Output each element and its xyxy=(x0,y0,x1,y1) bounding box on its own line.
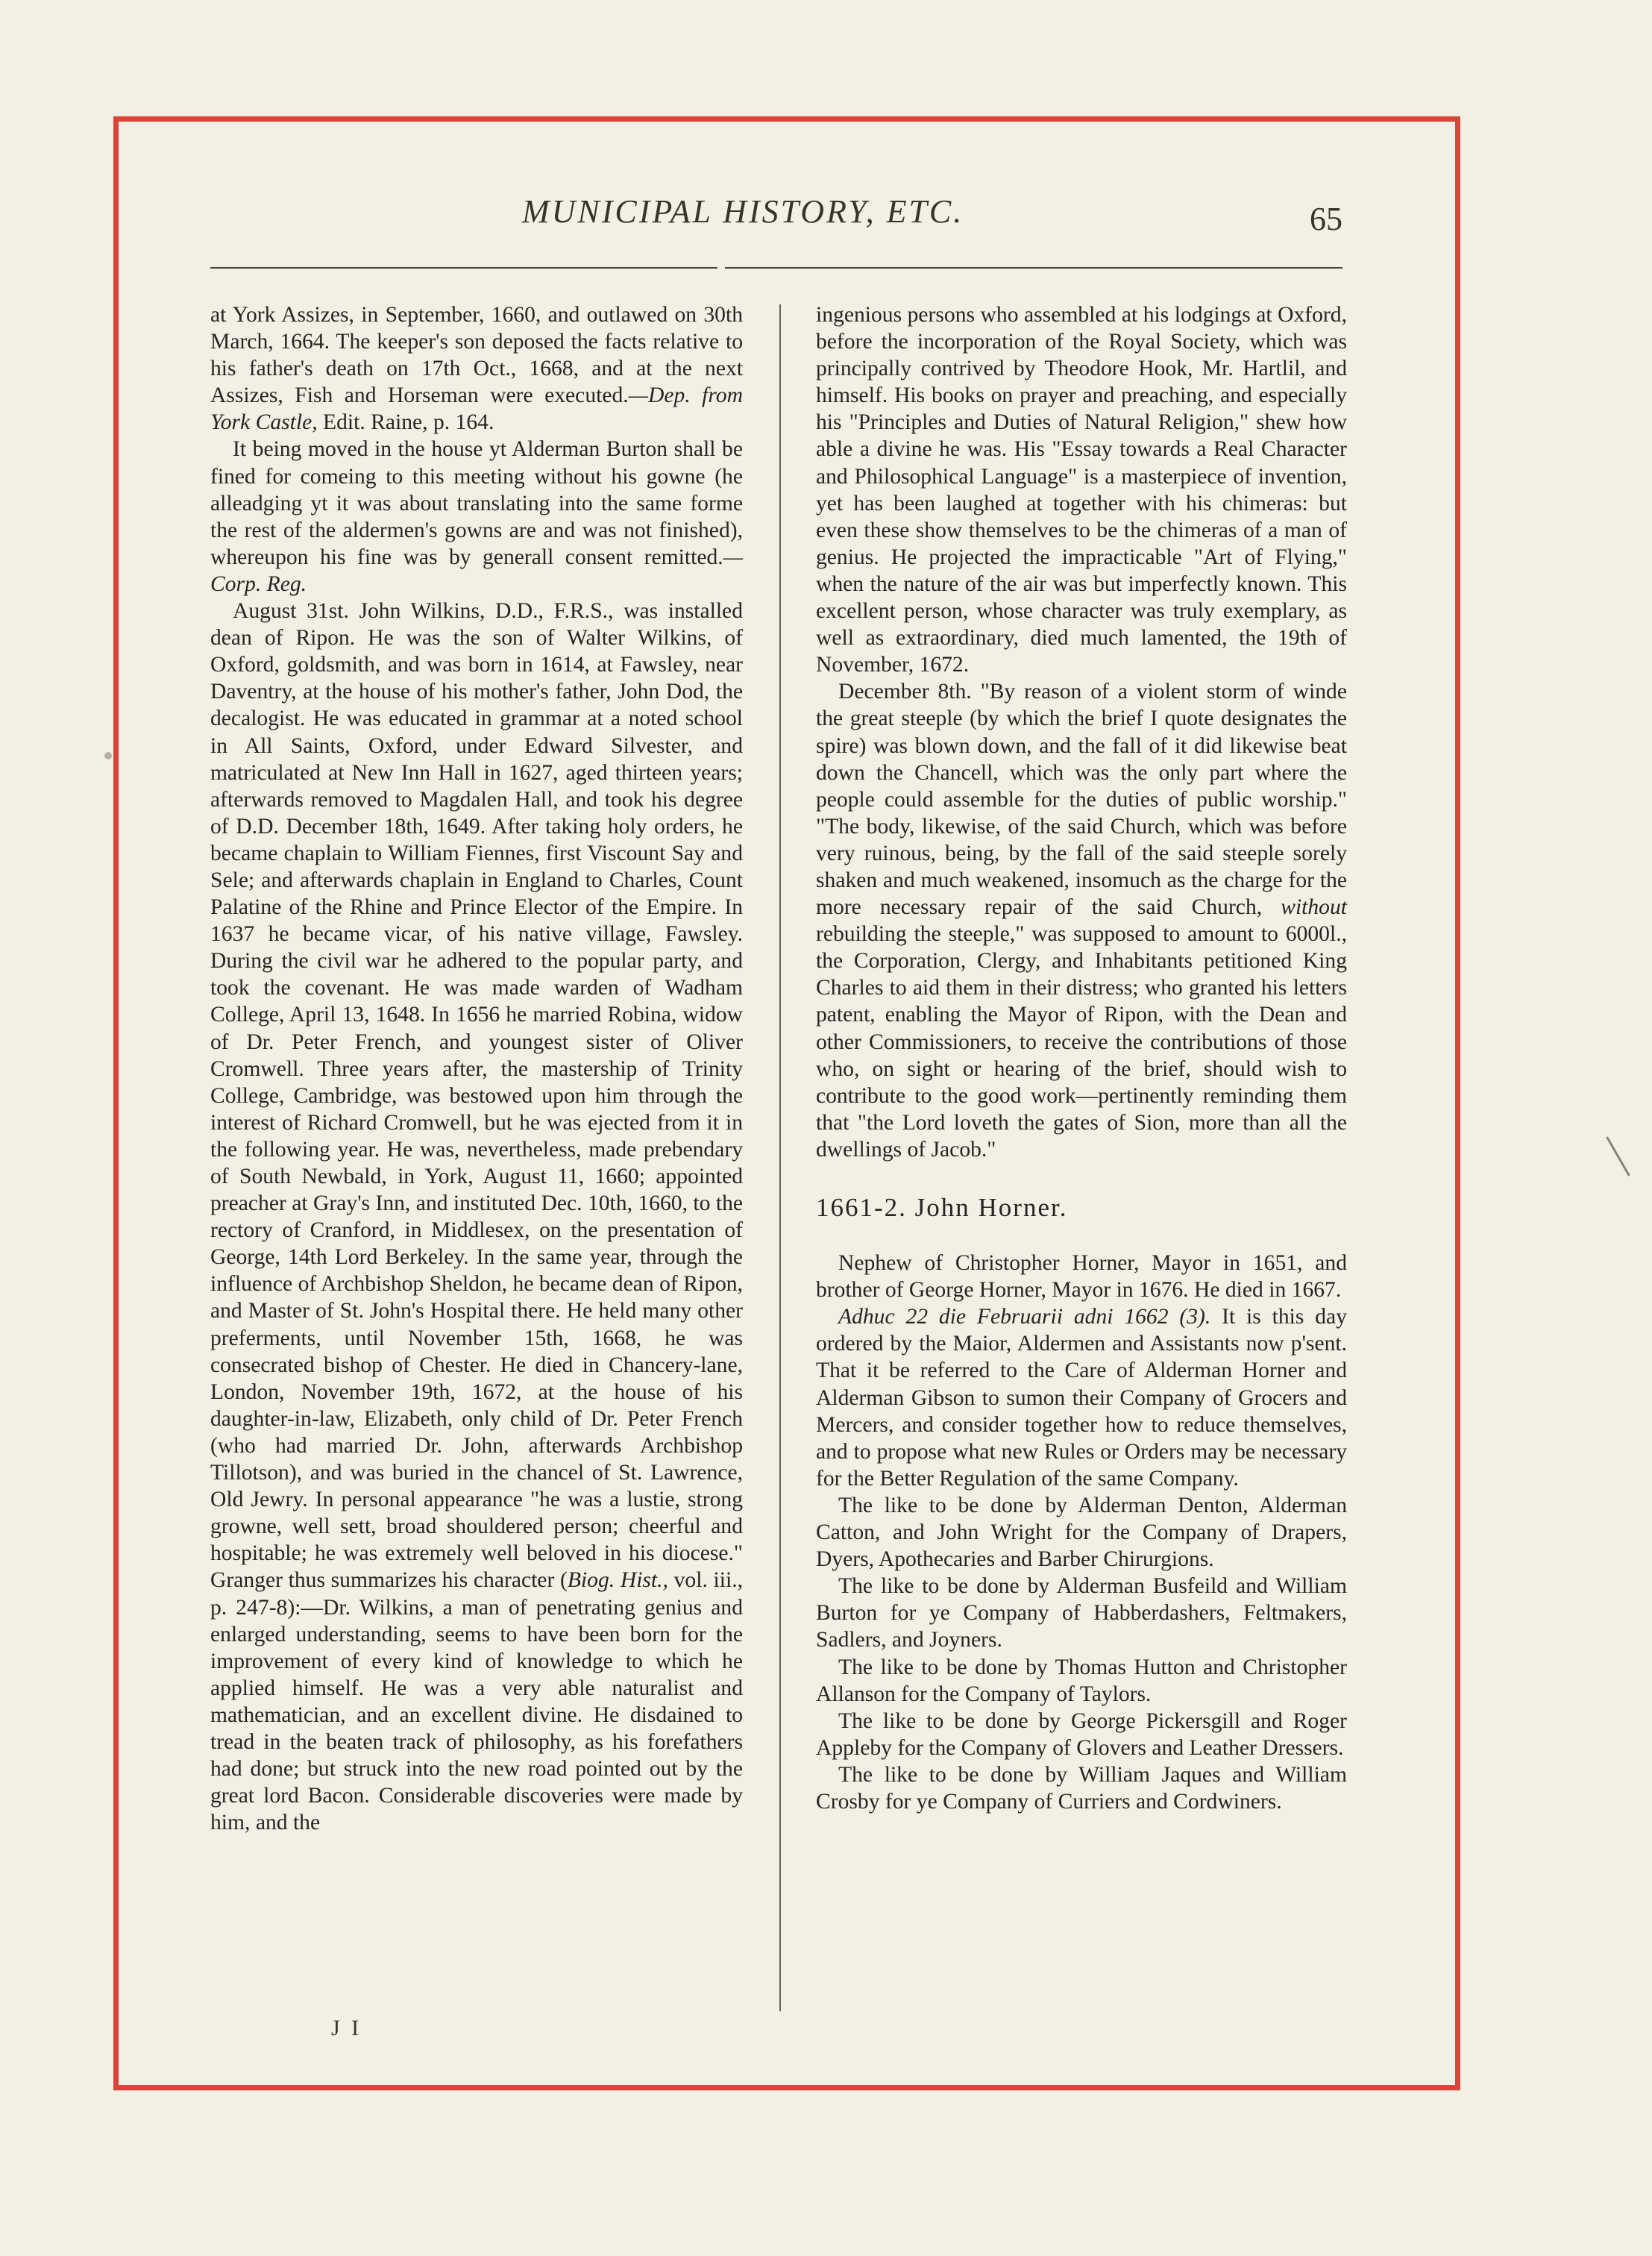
running-head-title: MUNICIPAL HISTORY, ETC. xyxy=(522,193,964,230)
paragraph: The like to be done by Alderman Busfeild and William Burton for ye Company of Habberdashers, Feltmakers, Sadlers, and Joyners. xyxy=(816,1574,1347,1652)
paragraph: Nephew of Christopher Horner, Mayor in 1651, and brother of George Horner, Mayor in 1676. He died in 1667. xyxy=(816,1251,1347,1303)
paper-spot xyxy=(104,752,112,759)
paragraph: The like to be done by William Jaques and William Crosby for ye Company of Curriers and Cordwiners. xyxy=(816,1762,1347,1814)
paragraph: December 8th. "By reason of a violent storm of winde the great steeple (by which the brief I quote designates the spire) was blown down, and the fall of it did likewise beat down the Chancell, which was the only part where the people could assemble for the duties of public worship." "The body, likewise, of the said Church, which was before very ruinous, being, by the fall of the said steeple sorely shaken and much weakened, insomuch as the charge for the more necessary repair of the said Church, without rebuilding the steeple," was supposed to amount to 6000l., the Corporation, Clergy, and Inhabitants petitioned King Charles to aid them in their distress; who granted his letters patent, enabling the Mayor of Ripon, with the Dean and other Commissioners, to receive the contributions of those who, on sight or hearing of the brief, should wish to contribute to the good work—pertinently reminding them that "the Lord loveth the gates of Sion, more than all the dwellings of Jacob." xyxy=(816,680,1347,1162)
entry-heading: 1661-2. John Horner. xyxy=(816,1193,1068,1222)
paragraph: It being moved in the house yt Alderman Burton shall be fined for comeing to this meeting without his gowne (he alleadging yt it was about translating into the same forme the rest of the aldermen's gowns are and was not finished), whereupon his fine was by generall consent remitted.—Corp. Reg. xyxy=(210,437,743,596)
right-column xyxy=(816,301,1347,1815)
paragraph: The like to be done by Alderman Denton, Alderman Catton, and John Wright for the Company of Drapers, Dyers, Apothecaries and Barber Chirurgions. xyxy=(816,1493,1347,1572)
paragraph: August 31st. John Wilkins, D.D., F.R.S., was installed dean of Ripon. He was the son of Walter Wilkins, of Oxford, goldsmith, and was born in 1614, at Fawsley, near Daventry, at the house of his mother's father, John Dod, the decalogist. He was educated in grammar at a noted school in All Saints, Oxford, under Edward Silvester, and matriculated at New Inn Hall in 1627, aged thirteen years; afterwards removed to Magdalen Hall, and took his degree of D.D. December 18th, 1649. After taking holy orders, he became chaplain to William Fiennes, first Viscount Say and Sele; and afterwards chaplain in England to Charles, Count Palatine of the Rhine and Prince Elector of the Empire. In 1637 he became vicar, of his native village, Fawsley. During the civil war he adhered to the popular party, and took the covenant. He was made warden of Wadham College, April 13, 1648. In 1656 he married Robina, widow of Dr. Peter French, and youngest sister of Oliver Cromwell. Three years after, the mastership of Trinity College, Cambridge, was bestowed upon him through the interest of Richard Cromwell, but he was ejected from it in the following year. He was, nevertheless, made prebendary of South Newbald, in York, August 11, 1660; appointed preacher at Gray's Inn, and instituted Dec. 10th, 1660, to the rectory of Cranford, in Middlesex, on the presentation of George, 14th Lord Berkeley. In the same year, through the influence of Archbishop Sheldon, he became dean of Ripon, and Master of St. John's Hospital there. He held many other preferments, until November 15th, 1668, he was consecrated bishop of Chester. He died in Chancery-lane, London, November 19th, 1672, at the house of his daughter-in-law, Elizabeth, only child of Dr. Peter French (who had married Dr. John, afterwards Archbishop Tillotson), and was buried in the chancel of St. Lawrence, Old Jewry. In personal appearance "he was a lustie, strong growne, well sett, broad shouldered person; cheerful and hospitable; he was extremely well beloved in his diocese." Granger thus summarizes his character (Biog. Hist., vol. iii., p. 247-8):—Dr. Wilkins, a man of penetrating genius and enlarged understanding, seems to have been born for the improvement of every kind of knowledge to which he applied himself. He was a very able naturalist and mathematician, and an excellent divine. He disdained to tread in the beaten track of philosophy, as his forefathers had done; but struck into the new road pointed out by the great lord Bacon. Considerable discoveries were made by him, and the xyxy=(210,599,743,1835)
header-rule-left xyxy=(210,267,717,269)
paragraph: ingenious persons who assembled at his lodgings at Oxford, before the incorporation of the Royal Society, which was principally contrived by Theodore Hook, Mr. Hartlil, and himself. His books on prayer and preaching, and especially his "Principles and Duties of Natural Religion," shew how able a divine he was. His "Essay towards a Real Character and Philosophical Language" is a masterpiece of invention, yet has been laughed at together with his chimeras: but even these show themselves to be the chimeras of a man of genius. He projected the impracticable "Art of Flying," when the nature of the air was but imperfectly known. This excellent person, whose character was truly exemplary, as well as extraordinary, died much lamented, the 19th of November, 1672. xyxy=(816,303,1347,677)
paragraph: The like to be done by Thomas Hutton and Christopher Allanson for the Company of Taylors. xyxy=(816,1655,1347,1706)
column-divider xyxy=(779,304,781,2011)
header-rule-right xyxy=(725,267,1342,269)
left-column xyxy=(210,301,743,1836)
page-number: 65 xyxy=(1310,201,1342,237)
paragraph: Adhuc 22 die Februarii adni 1662 (3). It is this day ordered by the Maior, Aldermen and Assistants now p'sent. That it be referred to the Care of Alderman Horner and Alderman Gibson to sumon their Company of Grocers and Mercers, and consider together how to reduce themselves, and to propose what new Rules or Orders may be necessary for the Better Regulation of the same Company. xyxy=(816,1305,1347,1491)
paragraph: The like to be done by George Pickersgill and Roger Appleby for the Company of Glovers and Leather Dressers. xyxy=(816,1708,1347,1760)
paragraph: at York Assizes, in September, 1660, and outlawed on 30th March, 1664. The keeper's son deposed the facts relative to his father's death on 17th Oct., 1668, and at the next Assizes, Fish and Horseman were executed.—Dep. from York Castle, Edit. Raine, p. 164. xyxy=(210,303,743,435)
signature-mark: J I xyxy=(331,2016,362,2040)
margin-pencil-mark xyxy=(1606,1136,1630,1176)
